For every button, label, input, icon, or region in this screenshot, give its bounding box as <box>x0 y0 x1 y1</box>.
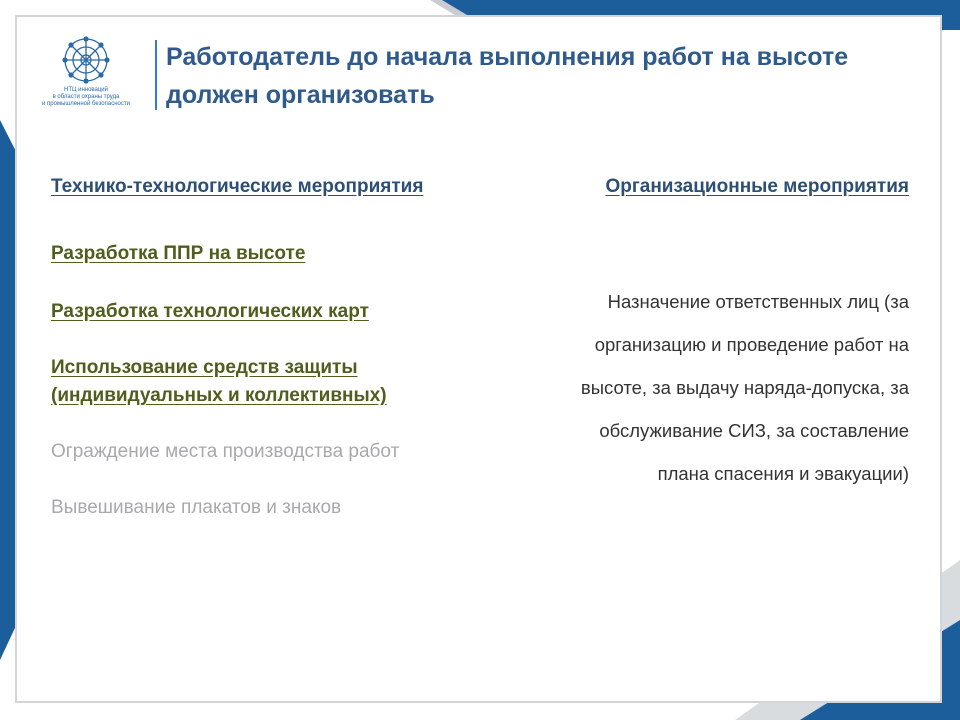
text-line: плана спасения и эвакуации) <box>657 463 909 484</box>
technical-measures-heading[interactable]: Технико-технологические мероприятия <box>51 176 424 197</box>
logo-line: в области охраны труда <box>52 94 120 100</box>
logo-line: НТЦ инноваций <box>63 87 108 93</box>
measure-item-fencing: Ограждение места производства работ <box>51 441 400 462</box>
text-line: высоте, за выдачу наряда-допуска, за <box>580 377 909 398</box>
measure-item-protection[interactable]: Использование средств защиты (индивидуальных и коллективных) <box>51 357 387 406</box>
logo-caption <box>30 87 142 108</box>
measure-item-tech-maps[interactable]: Разработка технологических карт <box>51 301 369 322</box>
slide-title: Работодатель до начала выполнения работ на высоте должен организовать <box>166 43 849 109</box>
text-line: Назначение ответственных лиц (за <box>607 291 909 312</box>
organizational-measures-heading[interactable]: Организационные мероприятия <box>605 176 909 197</box>
company-logo <box>30 35 142 115</box>
technical-measures-column <box>51 172 491 522</box>
measure-item-ppr[interactable]: Разработка ППР на высоте <box>51 243 306 264</box>
organizational-measures-text <box>470 280 909 495</box>
text-line: организацию и проведение работ на <box>594 334 909 355</box>
logo-line: и промышленной безопасности <box>42 101 130 107</box>
organizational-measures-column <box>470 172 909 202</box>
title-divider <box>155 40 157 110</box>
measure-item-posters: Вывешивание плакатов и знаков <box>51 497 342 518</box>
logo-emblem-icon <box>60 35 112 85</box>
text-line: обслуживание СИЗ, за составление <box>599 420 909 441</box>
